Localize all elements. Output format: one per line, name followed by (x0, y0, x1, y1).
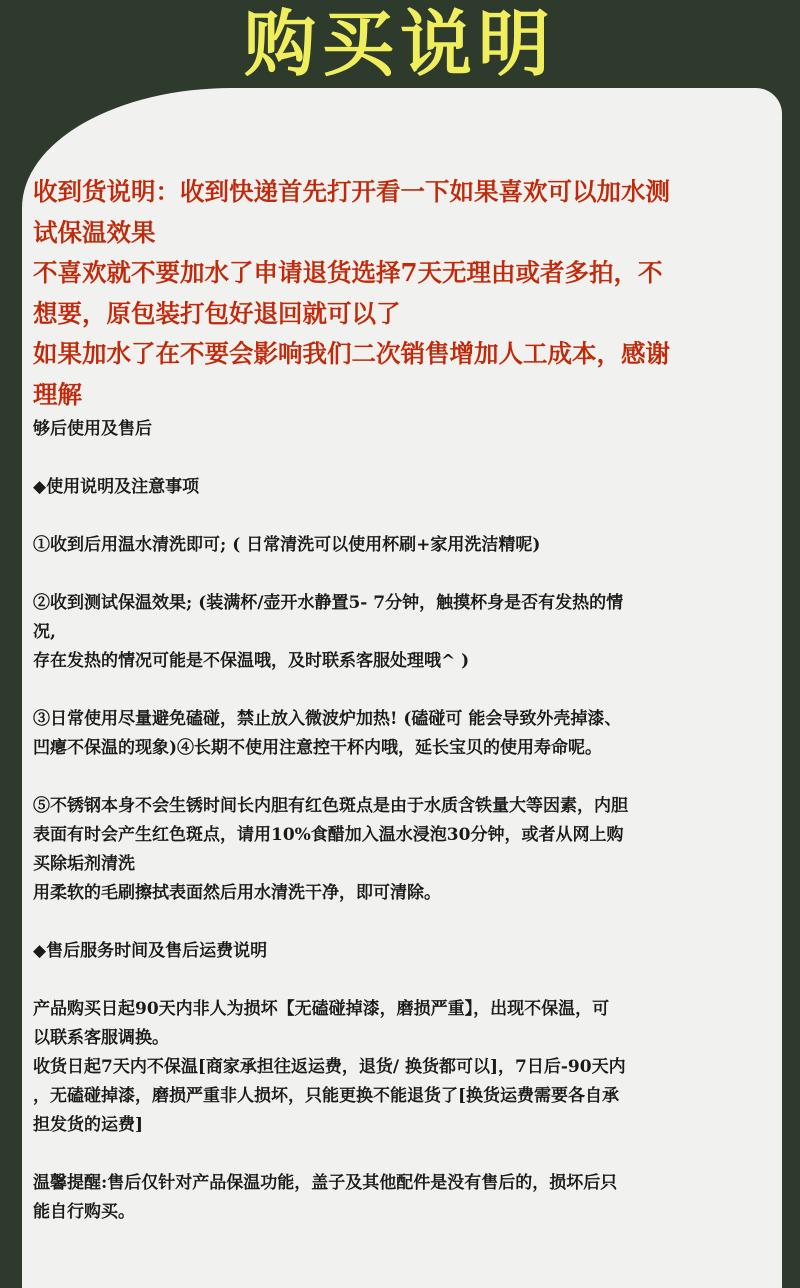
usage-heading (33, 473, 773, 502)
notice-line: 想要，原包装打包好退回就可以了 (33, 298, 401, 328)
instructions-body (33, 415, 773, 1227)
text-line: 能自行购买。 (33, 1202, 135, 1222)
text-line: 温馨提醒:售后仅针对产品保温功能，盖子及其他配件是没有售后的，损坏后只 (33, 1173, 618, 1193)
notice-line: 收到货说明：收到快递首先打开看一下如果喜欢可以加水测 (33, 177, 670, 206)
text-line: ③日常使用尽量避免磕碰，禁止放入微波炉加热! (磕碰可 能会导致外壳掉漆、 (33, 709, 622, 729)
text-line: 够后使用及售后 (33, 419, 152, 439)
text-line: 产品购买日起90天内非人为损坏【无磕碰掉漆，磨损严重】，出现不保温，可 (33, 999, 610, 1019)
after-sales-heading (33, 937, 773, 966)
usage-item-1 (33, 531, 773, 560)
notice-line: 如果加水了在不要会影响我们二次销售增加人工成本，感谢 (33, 339, 670, 368)
usage-item-2 (33, 589, 773, 676)
text-line: 存在发热的情况可能是不保温哦，及时联系客服处理哦^ ) (33, 651, 470, 671)
after-sales-policy (33, 995, 773, 1140)
notice-line: 不喜欢就不要加水了申请退货选择7天无理由或者多拍，不 (33, 258, 663, 287)
text-line: 收货日起7天内不保温[商家承担往返运费，退货/ 换货都可以]，7日后-90天内 (33, 1057, 626, 1077)
receipt-notice (33, 172, 773, 415)
content-area (33, 172, 773, 1256)
text-line: ◆售后服务时间及售后运费说明 (33, 941, 268, 961)
usage-item-5 (33, 792, 773, 908)
after-sales-intro (33, 415, 773, 444)
notice-line: 试保温效果 (33, 217, 156, 247)
page-title: 购买说明 (243, 2, 556, 86)
text-line: 以联系客服调换。 (33, 1028, 169, 1048)
text-line: 表面有时会产生红色斑点，请用10%食醋加入温水浸泡30分钟，或者从网上购 (33, 825, 624, 845)
text-line: ②收到测试保温效果; (装满杯/壶开水静置5- 7分钟，触摸杯身是否有发热的情 (33, 593, 624, 613)
text-line: 凹瘪不保温的现象)④长期不使用注意控干杯内哦，延长宝贝的使用寿命呢。 (33, 738, 603, 758)
notice-line: 理解 (33, 379, 82, 409)
usage-item-3-4 (33, 705, 773, 763)
text-line: ◆使用说明及注意事项 (33, 477, 200, 497)
text-line: 况, (33, 622, 56, 642)
text-line: ①收到后用温水清洗即可; ( 日常清洗可以使用杯刷+家用洗洁精呢) (33, 535, 541, 555)
text-line: ⑤不锈钢本身不会生锈时间长内胆有红色斑点是由于水质含铁量大等因素，内胆 (33, 796, 628, 816)
warm-reminder (33, 1169, 773, 1227)
text-line: 用柔软的毛刷擦拭表面然后用水清洗干净，即可清除。 (33, 883, 441, 903)
text-line: 买除垢剂清洗 (33, 854, 135, 874)
text-line: ，无磕碰掉漆，磨损严重非人损坏，只能更换不能退货了[换货运费需要各自承 (33, 1086, 620, 1106)
text-line: 担发货的运费] (33, 1115, 144, 1135)
